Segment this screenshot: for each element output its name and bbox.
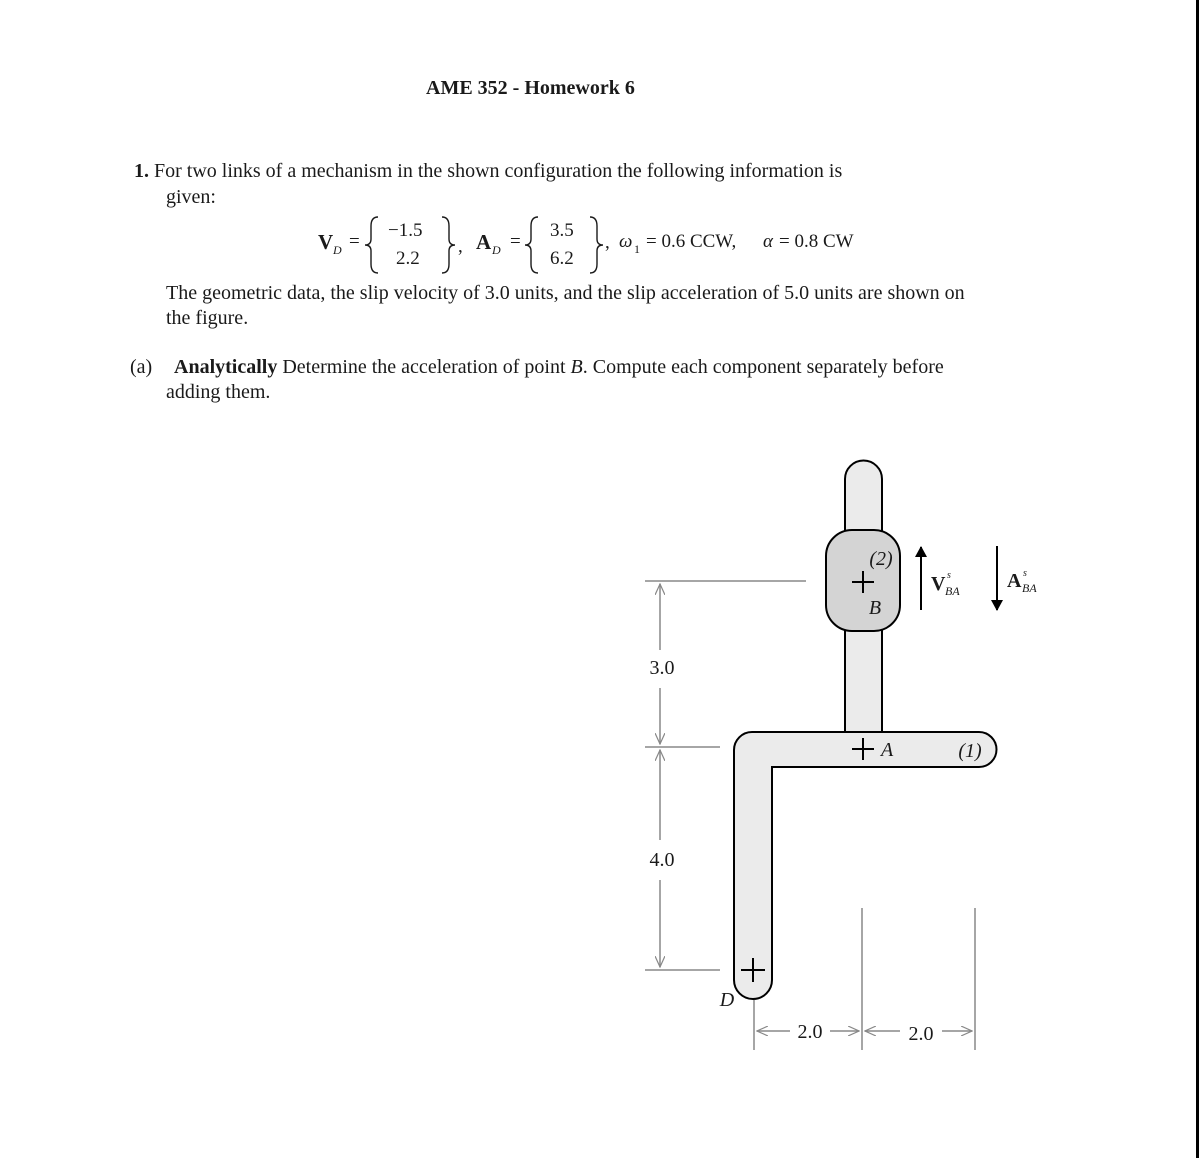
link-1-body — [734, 732, 997, 999]
part-a-text-2: adding them. — [166, 381, 271, 403]
ad-equals: = — [510, 231, 521, 252]
part-a-keyword: Analytically — [174, 356, 278, 378]
dimension-lines — [645, 581, 975, 1050]
dim-label-2-right: 2.0 — [908, 1023, 934, 1045]
omega-symbol: ω — [619, 231, 633, 252]
geometry-line-1: The geometric data, the slip velocity of 3.0 units, and the slip acceleration of 5.0 units are shown on — [166, 282, 965, 304]
vd-equals: = — [349, 231, 360, 252]
page-title: AME 352 - Homework 6 — [426, 77, 635, 99]
vd-subscript: D — [333, 243, 342, 257]
part-a-text-1-end: . Compute each component separately before — [582, 356, 944, 378]
alpha-symbol: α — [763, 231, 773, 252]
point-b-label: B — [868, 597, 882, 619]
link-1-label: (1) — [958, 740, 982, 762]
part-a-label: (a) — [130, 356, 153, 378]
intro-line-2: given: — [166, 186, 216, 208]
vd-y-value: 2.2 — [396, 248, 420, 269]
slip-accel-sub: BA — [1022, 581, 1037, 595]
point-a-label: A — [881, 739, 894, 761]
ad-subscript: D — [492, 243, 501, 257]
slip-velocity-symbol: V — [931, 573, 946, 595]
geometry-line-2: the figure. — [166, 307, 249, 329]
slip-accel-sup: s — [1023, 568, 1027, 579]
comma-2: , — [605, 232, 610, 253]
dim-label-4: 4.0 — [649, 849, 675, 871]
ad-y-value: 6.2 — [550, 248, 574, 269]
vd-symbol: V — [318, 230, 334, 254]
alpha-value: = 0.8 CW — [779, 231, 854, 252]
vd-x-value: −1.5 — [388, 220, 423, 241]
slip-velocity-sup: s — [947, 570, 951, 581]
omega-value: = 0.6 CCW, — [646, 231, 737, 252]
slip-accel-symbol: A — [1007, 570, 1022, 592]
point-d-label: D — [719, 989, 735, 1011]
part-a-point: B — [570, 356, 583, 378]
link-2-label: (2) — [869, 548, 893, 570]
dim-label-3: 3.0 — [649, 657, 675, 679]
slip-velocity-sub: BA — [945, 584, 960, 598]
comma-1: , — [458, 236, 463, 257]
ad-x-value: 3.5 — [550, 220, 574, 241]
omega-subscript: 1 — [634, 242, 640, 256]
part-a-text-1: Determine the acceleration of point — [282, 356, 571, 378]
problem-number: 1. — [134, 160, 149, 182]
dim-label-2-left: 2.0 — [797, 1021, 823, 1043]
ad-symbol: A — [476, 230, 492, 254]
intro-line-1: For two links of a mechanism in the shown configuration the following information is — [154, 160, 843, 182]
